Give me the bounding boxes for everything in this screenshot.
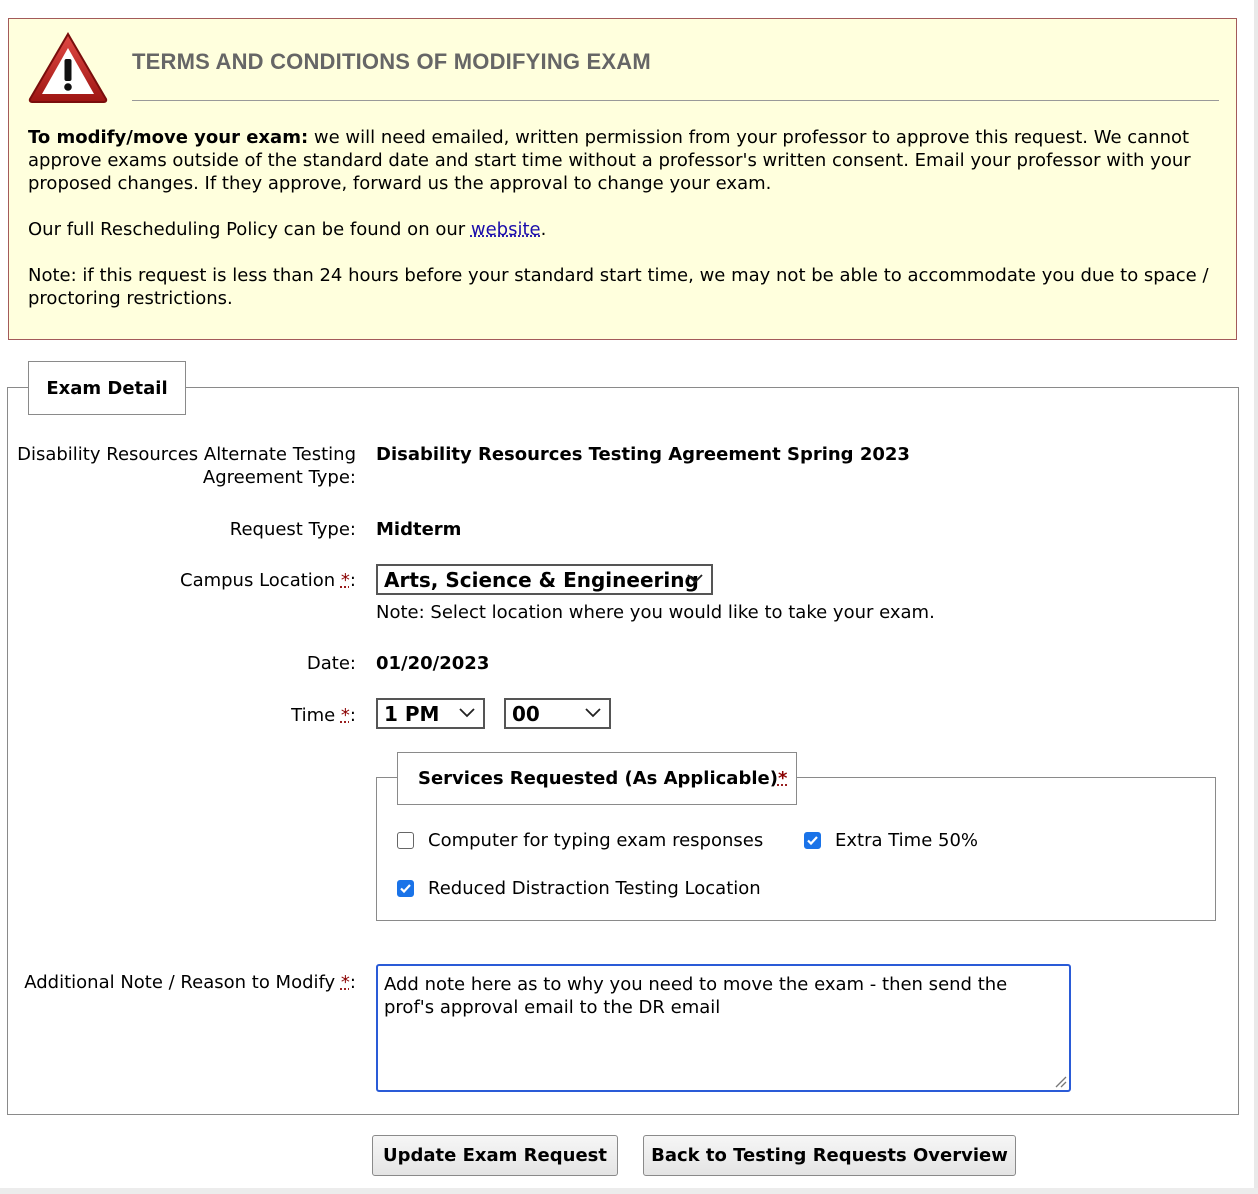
time-label	[291, 704, 356, 727]
chevron-down-icon	[585, 707, 601, 719]
resize-grip-icon[interactable]	[1053, 1074, 1067, 1088]
services-legend-text: Services Requested (As Applicable)	[418, 768, 778, 789]
date-label: Date:	[306, 653, 356, 674]
checkmark-icon	[399, 882, 412, 895]
service-option-label: Computer for typing exam responses	[428, 830, 764, 851]
terms-paragraph-note: Note: if this request is less than 24 hours before your standard start time, we may not be able to accommodate you due to space / proctoring restrictions.	[28, 265, 1209, 309]
additional-note-label-text: Additional Note / Reason to Modify	[24, 972, 341, 993]
bottom-edge	[0, 1188, 1258, 1194]
policy-period: .	[540, 219, 547, 240]
label-colon: :	[349, 972, 356, 993]
service-option-reduced-distraction[interactable]	[397, 878, 761, 899]
date-value: 01/20/2023	[376, 653, 490, 674]
services-legend	[397, 752, 797, 805]
exam-detail-legend: Exam Detail	[28, 361, 186, 415]
terms-modify-heading: To modify/move your exam:	[28, 127, 309, 148]
required-marker: *	[340, 570, 350, 591]
terms-modify-text: we will need emailed, written permission from your professor to approve this request. We cannot approve exams outside of the standard date and start time without a professor's written consent. Email your professor with your proposed changes. If they approve, forward us the approval to change your exam.	[28, 127, 1191, 194]
computer-checkbox[interactable]	[397, 832, 414, 849]
label-colon: :	[349, 705, 356, 726]
campus-location-label-text: Campus Location	[180, 570, 341, 591]
required-marker: *	[340, 972, 350, 993]
extra-time-checkbox[interactable]	[804, 832, 821, 849]
terms-paragraph-modify	[28, 126, 1223, 195]
service-option-computer[interactable]	[397, 830, 763, 851]
service-option-label: Extra Time 50%	[835, 830, 979, 851]
reduced-distraction-checkbox[interactable]	[397, 880, 414, 897]
campus-location-selected: Arts, Science & Engineering	[384, 567, 699, 592]
back-to-overview-button[interactable]: Back to Testing Requests Overview	[643, 1135, 1016, 1176]
agreement-type-label-line2: Agreement Type:	[202, 467, 356, 488]
time-hour-selected: 1 PM	[384, 701, 440, 726]
required-marker: *	[777, 768, 788, 789]
additional-note-label	[24, 971, 356, 994]
website-link[interactable]: website	[470, 219, 541, 240]
chevron-down-icon	[459, 707, 475, 719]
chevron-down-icon	[687, 573, 703, 585]
policy-text: Our full Rescheduling Policy can be found on our	[28, 219, 471, 240]
service-option-extra-time[interactable]	[804, 830, 978, 851]
update-exam-request-button[interactable]: Update Exam Request	[372, 1135, 618, 1176]
checkmark-icon	[806, 834, 819, 847]
time-label-text: Time	[291, 705, 341, 726]
agreement-type-label-line1: Disability Resources Alternate Testing	[17, 444, 356, 465]
terms-paragraph-policy	[28, 218, 1223, 241]
service-option-label: Reduced Distraction Testing Location	[428, 878, 761, 899]
terms-title: TERMS AND CONDITIONS OF MODIFYING EXAM	[132, 49, 651, 74]
agreement-type-label	[17, 443, 356, 489]
label-colon: :	[349, 570, 356, 591]
request-type-label: Request Type:	[229, 519, 356, 540]
time-hour-select[interactable]	[376, 698, 485, 729]
additional-note-text: Add note here as to why you need to move the exam - then send the prof's approval email to the DR email	[384, 974, 1008, 1018]
request-type-value: Midterm	[376, 519, 462, 540]
time-minute-selected: 00	[512, 701, 540, 726]
warning-icon	[27, 31, 109, 105]
campus-location-label	[180, 569, 356, 592]
agreement-type-value: Disability Resources Testing Agreement Spring 2023	[376, 444, 910, 465]
additional-note-textarea[interactable]	[376, 964, 1071, 1092]
terms-panel	[8, 18, 1237, 340]
required-marker: *	[340, 705, 350, 726]
terms-divider	[132, 100, 1219, 101]
page-scrollbar[interactable]	[1254, 0, 1258, 1194]
time-minute-select[interactable]	[504, 698, 611, 729]
campus-location-select[interactable]	[376, 564, 713, 595]
campus-location-note: Note: Select location where you would like to take your exam.	[376, 602, 935, 623]
